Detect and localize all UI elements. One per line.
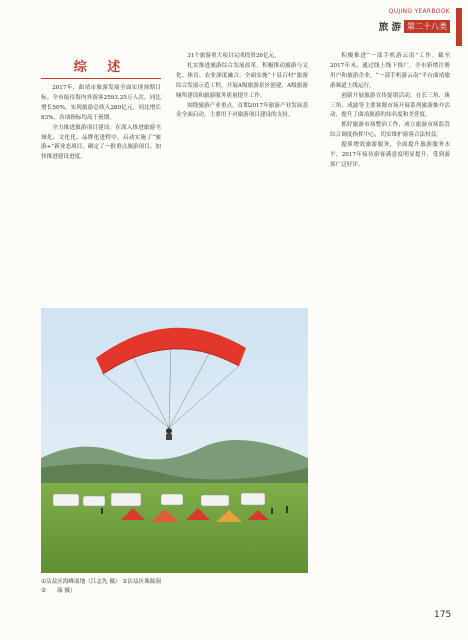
caption-text: 瑞 摄）	[57, 588, 76, 594]
paragraph: 31个旅游重大项目完成投资26亿元。	[187, 53, 280, 59]
caption-line	[41, 578, 321, 587]
text-column-3	[330, 52, 450, 597]
section-title: 综 述	[73, 59, 129, 75]
paragraph: 创新开展旅游宣传促销活动，在长三角、珠三角、成渝等主要客源市场开展系列旅游推介活动，提升了曲靖旅游的知名度和美誉度。	[330, 92, 450, 119]
paragraph: 全力推进旅游项目建设。在深入推进旅游全域化、文化化、品牌化进程中，启动实施了“旅游+”新业态项目，确定了一批重点旅游项目，加快推进建设进度。	[41, 124, 161, 161]
page-number: 175	[434, 610, 452, 620]
part-label: 第二十八类	[404, 20, 450, 33]
paragraph: 扎实推进旅游综合发展改革，积极推动旅游与文化、体育、农业深度融合。全面实施“十县百村”旅游综合发展示范工程，开展A级旅游景区创建、A级旅游厕所建设和旅游服务质量提升工作。	[176, 62, 308, 99]
paragraph: 提质增效旅游服务，全面提升旅游服务水平，2017年接待游客满意度明显提升，受到游客广泛好评。	[330, 142, 450, 168]
side-tab	[456, 8, 462, 46]
yearbook-label: QUJING YEARBOOK	[388, 8, 450, 15]
header-badge	[378, 8, 450, 33]
text-column-1	[41, 84, 161, 304]
paragliding-photo	[41, 308, 308, 573]
paragraph: 围绕旅游产业重点，首期2017年旅游产业发展基金全面启动，主要用于对旅游项目建设的支持。	[176, 102, 308, 119]
paragraph: 2017年，曲靖市旅游发展全面实现预期目标。全市接待海内外游客2593.25万人次，同比增长50%，实现旅游总收入280亿元，同比增长83%，各项指标均高于预期。	[41, 85, 161, 121]
photo-captions	[41, 578, 321, 596]
text-column-2	[176, 52, 308, 302]
paragraph: 积极推进“一部手机游云南”工作。截至2017年末，通过线上线下推广，全市新增注册用户和旅游企业，“一部手机游云南”平台曲靖旅游频道上线运行。	[330, 53, 450, 89]
paragraph: 抓好旅游市场整治工作，成立旅游市场监管综合调度指挥中心，切实维护游客合法权益。	[330, 122, 450, 139]
caption-text: ①沾益区海峰湿地（江志先 摄） ②沾益区珠源洞	[41, 579, 161, 585]
caption-number: ②	[41, 588, 47, 594]
caption-line	[41, 587, 321, 596]
section-heading	[41, 52, 161, 79]
section-label: 旅 游	[378, 22, 401, 33]
